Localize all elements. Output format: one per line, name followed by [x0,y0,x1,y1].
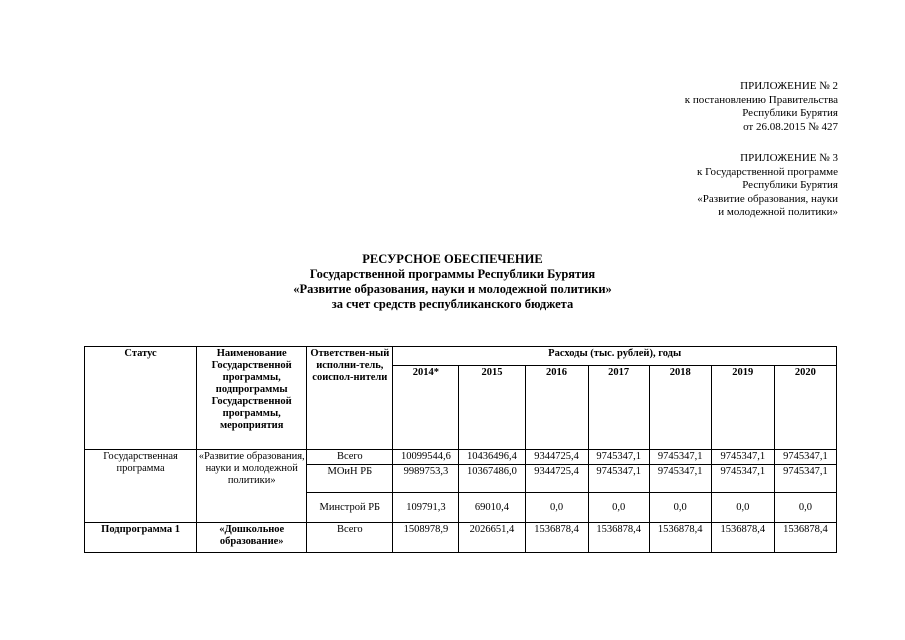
value-cell: 9745347,1 [774,450,836,465]
value-cell: 0,0 [525,493,588,523]
title-line: за счет средств республиканского бюджета [331,297,574,311]
value-cell: 1536878,4 [588,523,649,553]
value-cell: 0,0 [711,493,774,523]
row-name: «Развитие образования, науки и молодежной политики» [197,450,307,523]
appendix-3-block [697,152,838,220]
value-cell: 0,0 [774,493,836,523]
title-line: «Развитие образования, науки и молодежной политики» [293,282,612,296]
value-cell: 10367486,0 [459,465,525,493]
value-cell: 9344725,4 [525,450,588,465]
appendix-2-line: Республики Бурятия [742,107,838,119]
appendix-3-line: и молодежной политики» [718,206,838,218]
row-executor: Всего [307,523,393,553]
value-cell: 1536878,4 [649,523,711,553]
value-cell: 9745347,1 [649,450,711,465]
appendix-3-heading: ПРИЛОЖЕНИЕ № 3 [740,152,838,164]
appendix-2-block [685,80,838,134]
header-executors: Ответствен-ный исполни-тель, соиспол-нители [307,347,393,450]
value-cell: 10436496,4 [459,450,525,465]
value-cell: 9989753,3 [393,465,459,493]
header-year: 2015 [459,366,525,450]
value-cell: 9344725,4 [525,465,588,493]
table-row [85,523,837,553]
resource-table [84,346,837,553]
appendix-2-date: от 26.08.2015 № 427 [743,120,838,133]
value-cell: 1536878,4 [525,523,588,553]
header-year: 2017 [588,366,649,450]
header-year: 2016 [525,366,588,450]
value-cell: 2026651,4 [459,523,525,553]
value-cell: 10099544,6 [393,450,459,465]
table-row [85,450,837,465]
value-cell: 0,0 [588,493,649,523]
header-year: 2014* [393,366,459,450]
header-year: 2018 [649,366,711,450]
row-status: Государственная программа [85,450,197,523]
appendix-2-line: к постановлению Правительства [684,93,838,106]
value-cell: 69010,4 [459,493,525,523]
value-cell: 1536878,4 [711,523,774,553]
value-cell: 109791,3 [393,493,459,523]
value-cell: 1536878,4 [774,523,836,553]
row-status: Подпрограмма 1 [85,523,197,553]
row-name: «Дошкольное образование» [197,523,307,553]
row-executor: Минстрой РБ [307,493,393,523]
header-year: 2019 [711,366,774,450]
document-title [0,252,905,312]
header-year: 2020 [774,366,836,450]
value-cell: 9745347,1 [774,465,836,493]
row-executor: Всего [307,450,393,465]
value-cell: 9745347,1 [711,450,774,465]
value-cell: 9745347,1 [588,465,649,493]
appendix-3-line: к Государственной программе [697,165,838,178]
value-cell: 0,0 [649,493,711,523]
header-status: Статус [85,347,197,450]
appendix-3-line: Республики Бурятия [742,179,838,191]
value-cell: 9745347,1 [588,450,649,465]
value-cell: 9745347,1 [711,465,774,493]
header-expenses: Расходы (тыс. рублей), годы [393,347,837,366]
header-name: Наименование Государственной программы, подпрограммы Государственной программы, мероприятия [197,347,307,450]
title-line: Государственной программы Республики Бурятия [309,267,596,281]
value-cell: 1508978,9 [393,523,459,553]
appendix-2-heading: ПРИЛОЖЕНИЕ № 2 [740,80,838,92]
row-executor: МОиН РБ [307,465,393,493]
value-cell: 9745347,1 [649,465,711,493]
title-line: РЕСУРСНОЕ ОБЕСПЕЧЕНИЕ [362,252,543,266]
appendix-3-line: «Развитие образования, науки [697,192,838,205]
